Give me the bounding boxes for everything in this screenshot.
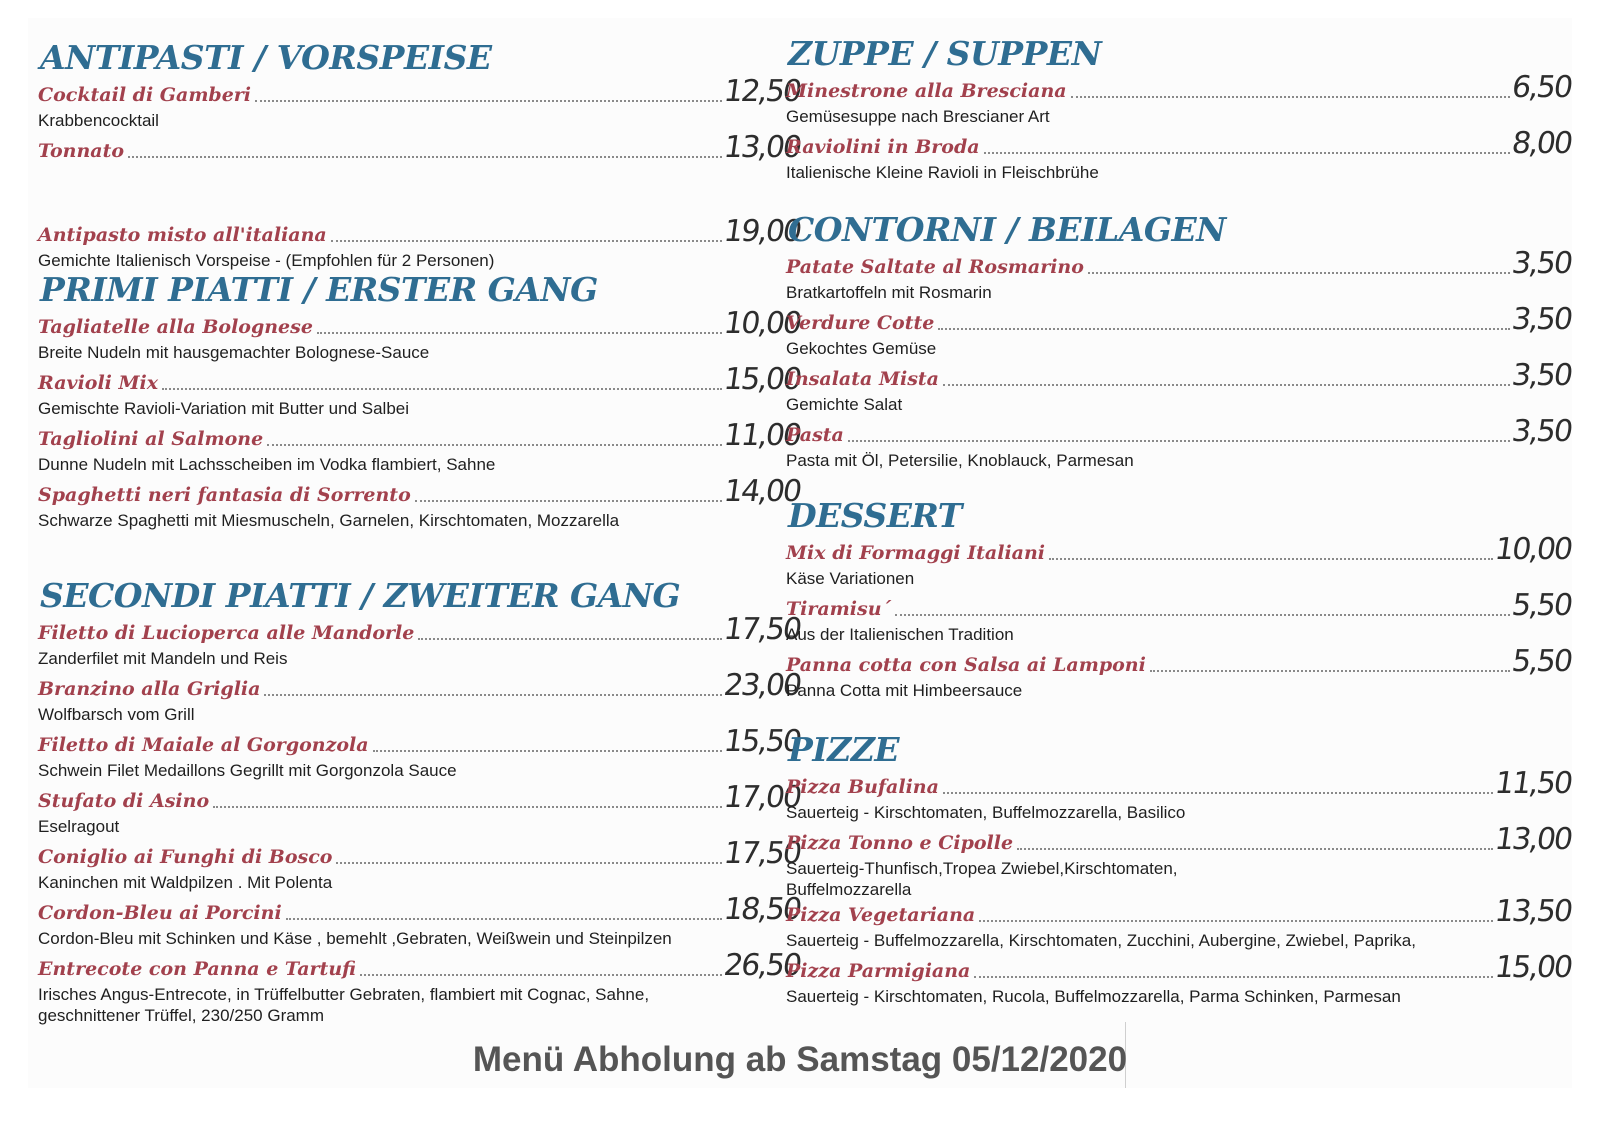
menu-item-name: Branzino alla Griglia: [38, 678, 261, 700]
menu-item: [38, 780, 803, 842]
menu-item: [38, 362, 803, 424]
menu-item-price: 13,00: [1492, 822, 1574, 857]
menu-item: [38, 724, 803, 786]
section-title: SECONDI PIATTI / ZWEITER GANG: [40, 576, 681, 615]
menu-item-row: [38, 668, 803, 703]
menu-item-row: [38, 724, 803, 759]
section-title: ZUPPE / SUPPEN: [788, 34, 1102, 73]
menu-item-name: Tiramisu´: [786, 598, 892, 620]
section-title: PIZZE: [788, 730, 900, 769]
section-contorni: [786, 208, 1574, 476]
menu-item-name: Antipasto misto all'italiana: [38, 224, 327, 246]
menu-item-name: Pasta: [786, 424, 844, 446]
dotted-leader: [213, 805, 722, 808]
menu-item-name: Ravioli Mix: [38, 372, 159, 394]
menu-item-row: [38, 362, 803, 397]
menu-item-name: Tonnato: [38, 140, 125, 162]
menu-item-row: [786, 950, 1574, 985]
menu-item-row: [786, 766, 1574, 801]
menu-item: [786, 358, 1574, 420]
menu-item-name: Spaghetti neri fantasia di Sorrento: [38, 484, 411, 506]
menu-item-price: 11,00: [721, 418, 803, 453]
menu-item-description: [38, 164, 800, 192]
menu-item-price: 14,00: [721, 474, 803, 509]
menu-item-description: Gemischte Ravioli-Variation mit Butter und Salbei: [38, 399, 410, 418]
menu-item-price: 12,50: [721, 74, 803, 109]
dotted-leader: [1088, 271, 1510, 274]
menu-item-row: [38, 948, 803, 983]
menu-item-row: [38, 130, 803, 165]
menu-item-description: Schwein Filet Medaillons Gegrillt mit Gorgonzola Sauce: [38, 761, 457, 780]
menu-item-description: Italienische Kleine Ravioli in Fleischbrühe: [786, 163, 1099, 182]
menu-item-price: 6,50: [1509, 70, 1574, 105]
menu-item: [786, 302, 1574, 364]
menu-item-description: Wolfbarsch vom Grill: [38, 705, 195, 724]
menu-item: [38, 836, 803, 898]
section-pizze: [786, 728, 1574, 1012]
menu-item: [786, 822, 1574, 900]
menu-item-name: Pizza Tonno e Cipolle: [786, 832, 1014, 854]
menu-item-price: 5,50: [1509, 588, 1574, 623]
dotted-leader: [267, 443, 722, 446]
menu-item: [786, 644, 1574, 706]
menu-sheet: [28, 18, 1572, 1088]
menu-item-row: [38, 306, 803, 341]
menu-item: [38, 948, 803, 1026]
menu-item: [786, 126, 1574, 188]
dotted-leader: [943, 791, 1493, 794]
section-title: DESSERT: [788, 496, 962, 535]
menu-item-row: [38, 836, 803, 871]
dotted-leader: [360, 973, 722, 976]
menu-item-name: Minestrone alla Bresciana: [786, 80, 1067, 102]
menu-item-row: [38, 418, 803, 453]
menu-item-price: 11,50: [1492, 766, 1574, 801]
menu-item-price: 23,00: [721, 668, 803, 703]
dotted-leader: [1017, 847, 1493, 850]
menu-item-row: [786, 70, 1574, 105]
menu-item-row: [786, 246, 1574, 281]
menu-item-row: [38, 474, 803, 509]
dotted-leader: [336, 861, 722, 864]
menu-item-description: Sauerteig-Thunfisch,Tropea Zwiebel,Kirschtomaten, Buffelmozzarella: [786, 859, 1178, 899]
menu-item-price: 18,50: [721, 892, 803, 927]
menu-item-price: 3,50: [1509, 358, 1574, 393]
menu-item-price: 3,50: [1509, 302, 1574, 337]
dotted-leader: [848, 439, 1510, 442]
dotted-leader: [264, 693, 722, 696]
menu-item-price: 3,50: [1509, 414, 1574, 449]
menu-item-description: Bratkartoffeln mit Rosmarin: [786, 283, 992, 302]
menu-item-name: Cocktail di Gamberi: [38, 84, 252, 106]
menu-item: [786, 766, 1574, 828]
dotted-leader: [984, 151, 1511, 154]
menu-item: [38, 892, 803, 954]
dotted-leader: [418, 637, 722, 640]
menu-item-description: Irisches Angus-Entrecote, in Trüffelbutter Gebraten, flambiert mit Cognac, Sahne, geschnittener Trüffel, 230/250 Gramm: [38, 985, 650, 1025]
menu-item-description: Aus der Italienischen Tradition: [786, 625, 1014, 644]
menu-item-description: Schwarze Spaghetti mit Miesmuscheln, Garnelen, Kirschtomaten, Mozzarella: [38, 511, 620, 530]
menu-item: [786, 894, 1574, 956]
menu-item: [786, 414, 1574, 476]
section-primi: [38, 268, 803, 536]
menu-item-row: [38, 612, 803, 647]
section-title: PRIMI PIATTI / ERSTER GANG: [40, 270, 598, 309]
menu-item: [38, 418, 803, 480]
section-title: ANTIPASTI / VORSPEISE: [40, 38, 492, 77]
dotted-leader: [331, 239, 722, 242]
menu-item-description: Gemichte Italienisch Vorspeise - (Empfohlen für 2 Personen): [38, 251, 495, 270]
menu-item: [786, 532, 1574, 594]
menu-item-price: 10,00: [721, 306, 803, 341]
menu-item-name: Panna cotta con Salsa ai Lamponi: [786, 654, 1146, 676]
menu-item-price: 13,00: [721, 130, 803, 165]
menu-item-name: Pizza Vegetariana: [786, 904, 976, 926]
menu-item-row: [786, 126, 1574, 161]
menu-item-row: [786, 644, 1574, 679]
menu-item: [786, 70, 1574, 132]
menu-item-price: 5,50: [1509, 644, 1574, 679]
menu-item-description: Gemichte Salat: [786, 395, 903, 414]
menu-item-name: Filetto di Lucioperca alle Mandorle: [38, 622, 415, 644]
menu-item: [38, 130, 803, 192]
menu-item-description: Sauerteig - Kirschtomaten, Buffelmozzarella, Basilico: [786, 803, 1186, 822]
menu-item-price: 26,50: [721, 948, 803, 983]
dotted-leader: [373, 749, 723, 752]
menu-item-price: 17,50: [721, 836, 803, 871]
menu-item-row: [786, 822, 1574, 857]
menu-item-description: Krabbencocktail: [38, 111, 159, 130]
dotted-leader: [317, 331, 722, 334]
dotted-leader: [255, 99, 722, 102]
menu-item: [786, 950, 1574, 1012]
menu-item-name: Raviolini in Broda: [786, 136, 980, 158]
section-zuppe: [786, 32, 1574, 188]
dotted-leader: [128, 155, 722, 158]
menu-item-row: [38, 780, 803, 815]
dotted-leader: [415, 499, 722, 502]
menu-item-row: [786, 302, 1574, 337]
menu-item-price: 13,50: [1492, 894, 1574, 929]
menu-item: [38, 474, 803, 536]
menu-item: [38, 612, 803, 674]
menu-item: [38, 74, 803, 136]
menu-item: [786, 588, 1574, 650]
menu-item-description: Gekochtes Gemüse: [786, 339, 937, 358]
menu-item-description: Zanderfilet mit Mandeln und Reis: [38, 649, 288, 668]
dotted-leader: [1071, 95, 1511, 98]
menu-item-name: Coniglio ai Funghi di Bosco: [38, 846, 333, 868]
menu-item-description: Breite Nudeln mit hausgemachter Bolognese-Sauce: [38, 343, 430, 362]
menu-item-name: Verdure Cotte: [786, 312, 935, 334]
menu-item-description: Pasta mit Öl, Petersilie, Knoblauck, Parmesan: [786, 451, 1134, 470]
menu-item-name: Entrecote con Panna e Tartufi: [38, 958, 356, 980]
dotted-leader: [1150, 669, 1510, 672]
menu-item-price: 15,00: [1492, 950, 1574, 985]
menu-item: [38, 668, 803, 730]
menu-item-row: [786, 588, 1574, 623]
menu-item-name: Insalata Mista: [786, 368, 939, 390]
dotted-leader: [1049, 557, 1493, 560]
menu-item-name: Filetto di Maiale al Gorgonzola: [38, 734, 369, 756]
menu-item: [38, 306, 803, 368]
menu-item-description: Dunne Nudeln mit Lachsscheiben im Vodka flambiert, Sahne: [38, 455, 496, 474]
dotted-leader: [943, 383, 1510, 386]
menu-item-row: [786, 414, 1574, 449]
menu-item-price: 10,00: [1492, 532, 1574, 567]
menu-item-price: 17,00: [721, 780, 803, 815]
menu-item-description: Kaninchen mit Waldpilzen . Mit Polenta: [38, 873, 333, 892]
menu-item-name: Pizza Bufalina: [786, 776, 939, 798]
menu-item-name: Stufato di Asino: [38, 790, 210, 812]
menu-item-price: 15,00: [721, 362, 803, 397]
menu-item-description: Sauerteig - Buffelmozzarella, Kirschtomaten, Zucchini, Aubergine, Zwiebel, Paprika,: [786, 931, 1416, 950]
menu-item-name: Cordon-Bleu ai Porcini: [38, 902, 282, 924]
section-dessert: [786, 494, 1574, 706]
dotted-leader: [938, 327, 1510, 330]
menu-item-description: Cordon-Bleu mit Schinken und Käse , bemehlt ,Gebraten, Weißwein und Steinpilzen: [38, 929, 672, 948]
section-title: CONTORNI / BEILAGEN: [788, 210, 1226, 249]
menu-item-row: [786, 358, 1574, 393]
menu-item-price: 3,50: [1509, 246, 1574, 281]
menu-item-name: Mix di Formaggi Italiani: [786, 542, 1046, 564]
menu-item-description: Eselragout: [38, 817, 120, 836]
menu-item-price: 15,50: [721, 724, 803, 759]
menu-item-description: Sauerteig - Kirschtomaten, Rucola, Buffelmozzarella, Parma Schinken, Parmesan: [786, 987, 1401, 1006]
dotted-leader: [162, 387, 722, 390]
menu-item-price: 8,00: [1509, 126, 1574, 161]
section-antipasti: [38, 36, 803, 276]
menu-item: [786, 246, 1574, 308]
menu-item-name: Patate Saltate al Rosmarino: [786, 256, 1084, 278]
dotted-leader: [979, 919, 1493, 922]
menu-item-name: Pizza Parmigiana: [786, 960, 971, 982]
menu-item-row: [786, 532, 1574, 567]
menu-item-row: [786, 894, 1574, 929]
dotted-leader: [895, 613, 1510, 616]
dotted-leader: [286, 917, 722, 920]
section-secondi: [38, 574, 803, 1026]
footer-pickup-note: Menü Abholung ab Samstag 05/12/2020: [472, 1040, 1128, 1079]
dotted-leader: [974, 975, 1493, 978]
menu-item-row: [38, 214, 803, 249]
menu-item-name: Tagliatelle alla Bolognese: [38, 316, 313, 338]
menu-item-description: Käse Variationen: [786, 569, 915, 588]
menu-item-description: Panna Cotta mit Himbeersauce: [786, 681, 1023, 700]
menu-item-row: [38, 892, 803, 927]
menu-item-price: 19,00: [721, 214, 803, 249]
menu-item-row: [38, 74, 803, 109]
menu-item-name: Tagliolini al Salmone: [38, 428, 264, 450]
menu-item-description: Gemüsesuppe nach Brescianer Art: [786, 107, 1050, 126]
menu-item-price: 17,50: [721, 612, 803, 647]
